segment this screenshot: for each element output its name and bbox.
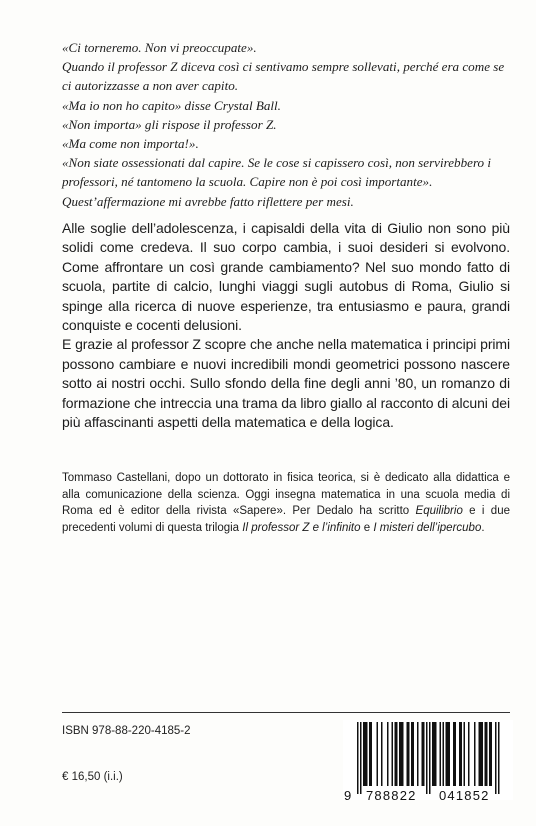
- barcode-bar: [455, 722, 457, 786]
- barcode-bar: [449, 722, 451, 786]
- barcode-bar: [489, 722, 491, 786]
- bio-text: e: [360, 521, 374, 534]
- bio-text: e i due precedenti volumi di questa trilogia: [62, 505, 510, 534]
- barcode-bar: [408, 722, 410, 786]
- barcode-bar: [429, 722, 431, 794]
- barcode-bar: [440, 722, 442, 786]
- bio-text: .: [481, 521, 485, 534]
- barcode-bar: [366, 722, 368, 786]
- barcode-bar: [413, 722, 415, 786]
- quote-line: «Non siate ossessionati dal capire. Se le cose si capissero così, non servirebbero i professori, né tantomeno la scuola. Capire non è poi così importante».: [62, 155, 492, 190]
- isbn-label: ISBN 978-88-220-4185-2: [62, 725, 191, 737]
- barcode-bar: [434, 722, 436, 786]
- barcode-bar: [482, 722, 484, 786]
- barcode-bar: [387, 722, 389, 786]
- book-blurb: [62, 219, 510, 432]
- barcode-bar: [399, 722, 401, 786]
- quote-line: «Ci torneremo. Non vi preoccupate».: [62, 40, 257, 55]
- barcode-bar: [395, 722, 397, 786]
- barcode-bar: [498, 722, 500, 794]
- divider-rule: [62, 712, 510, 713]
- barcode-bar: [407, 722, 409, 786]
- barcode-bar: [464, 722, 466, 786]
- barcode-bar: [443, 722, 445, 786]
- quote-line: Quando il professor Z diceva così ci sentivamo sempre sollevati, perché era come se ci autorizzasse a non aver capito.: [62, 59, 505, 94]
- barcode-bar: [396, 722, 398, 786]
- barcode-bar: [417, 722, 419, 786]
- barcode-bar: [365, 722, 367, 786]
- barcode-bar: [468, 722, 470, 786]
- barcode-bar: [357, 722, 359, 794]
- barcode-bar: [495, 722, 497, 794]
- barcode-bar: [422, 722, 424, 786]
- barcode-bar: [453, 722, 455, 786]
- blurb-paragraph: E grazie al professor Z scopre che anche nella matematica i principi primi possono cambiare e nuovi incredibili mondi geometrici possono nascere sotto ai nostri occhi. Sullo sfondo della fine degli anni ’80, un romanzo di formazione che intreccia una trama da libro giallo al racconto di alcuni dei più affascinanti aspetti della matematica e della logica.: [62, 336, 510, 431]
- author-bio: [62, 470, 510, 536]
- bio-text: Tommaso Castellani, dopo un dottorato in fisica teorica, si è dedicato alla didattica e alla comunicazione della scienza. Oggi insegna matematica in una scuola media di Roma ed è editor della rivista «Sapere». Per Dedalo ha scritto: [62, 472, 510, 517]
- epigraph-quote: [62, 38, 510, 211]
- barcode-digits-right: 041852: [439, 788, 490, 803]
- barcode-bar: [411, 722, 413, 786]
- barcode-bar: [363, 722, 365, 786]
- barcode-digits: [343, 788, 513, 804]
- barcode-bar: [479, 722, 481, 786]
- barcode-bar: [461, 722, 463, 786]
- barcode-bar: [446, 722, 448, 786]
- barcode-bar: [480, 722, 482, 786]
- barcode-bar: [474, 722, 476, 786]
- barcode-bar: [491, 722, 493, 786]
- quote-line: «Non importa» gli rispose il professor Z.: [62, 116, 277, 132]
- bio-book-title: I misteri dell’ipercubo: [373, 521, 482, 534]
- bio-book-title: Equilibrio: [415, 505, 463, 517]
- barcode-bar: [402, 722, 404, 786]
- barcode-bar: [371, 722, 373, 786]
- quote-line: «Ma come non importa!».: [62, 136, 199, 152]
- barcode-bar: [381, 722, 383, 786]
- barcode-bar: [432, 722, 434, 786]
- barcode-bar: [377, 722, 379, 786]
- barcode-bar: [401, 722, 403, 786]
- quote-line: «Ma io non ho capito» disse Crystal Ball.: [62, 97, 281, 113]
- barcode-bar: [369, 722, 371, 786]
- barcode-bar: [423, 722, 425, 786]
- barcode-bar: [392, 722, 394, 786]
- author-bio-text: [62, 470, 510, 536]
- blurb-paragraph: Alle soglie dell’adolescenza, i capisaldi della vita di Giulio non sono più solidi come credeva. Il suo corpo cambia, i suoi desideri si evolvono. Come affrontare un così grande cambiamento? Nel suo mondo fatto di scuola, partite di calcio, lunghi viaggi sugli autobus di Roma, Giulio si spinge alla ricerca di nuove esperienze, tra entusiasmo e paura, grandi conquiste e cocenti delusioni.: [62, 220, 510, 334]
- barcode-bar: [486, 722, 488, 786]
- barcode-bar: [360, 722, 362, 794]
- barcode-bar: [447, 722, 449, 786]
- barcode-bar: [435, 722, 437, 786]
- price-label: € 16,50 (i.i.): [62, 771, 123, 783]
- barcode-digits-left: 788822: [366, 788, 417, 803]
- barcode-bar: [459, 722, 461, 786]
- quote-line: Quest’affermazione mi avrebbe fatto riflettere per mesi.: [62, 193, 354, 209]
- barcode-digit-first: 9: [344, 788, 353, 803]
- bio-book-title: Il professor Z e l’infinito: [242, 521, 361, 534]
- barcode-bar: [426, 722, 428, 794]
- barcode-bar: [485, 722, 487, 786]
